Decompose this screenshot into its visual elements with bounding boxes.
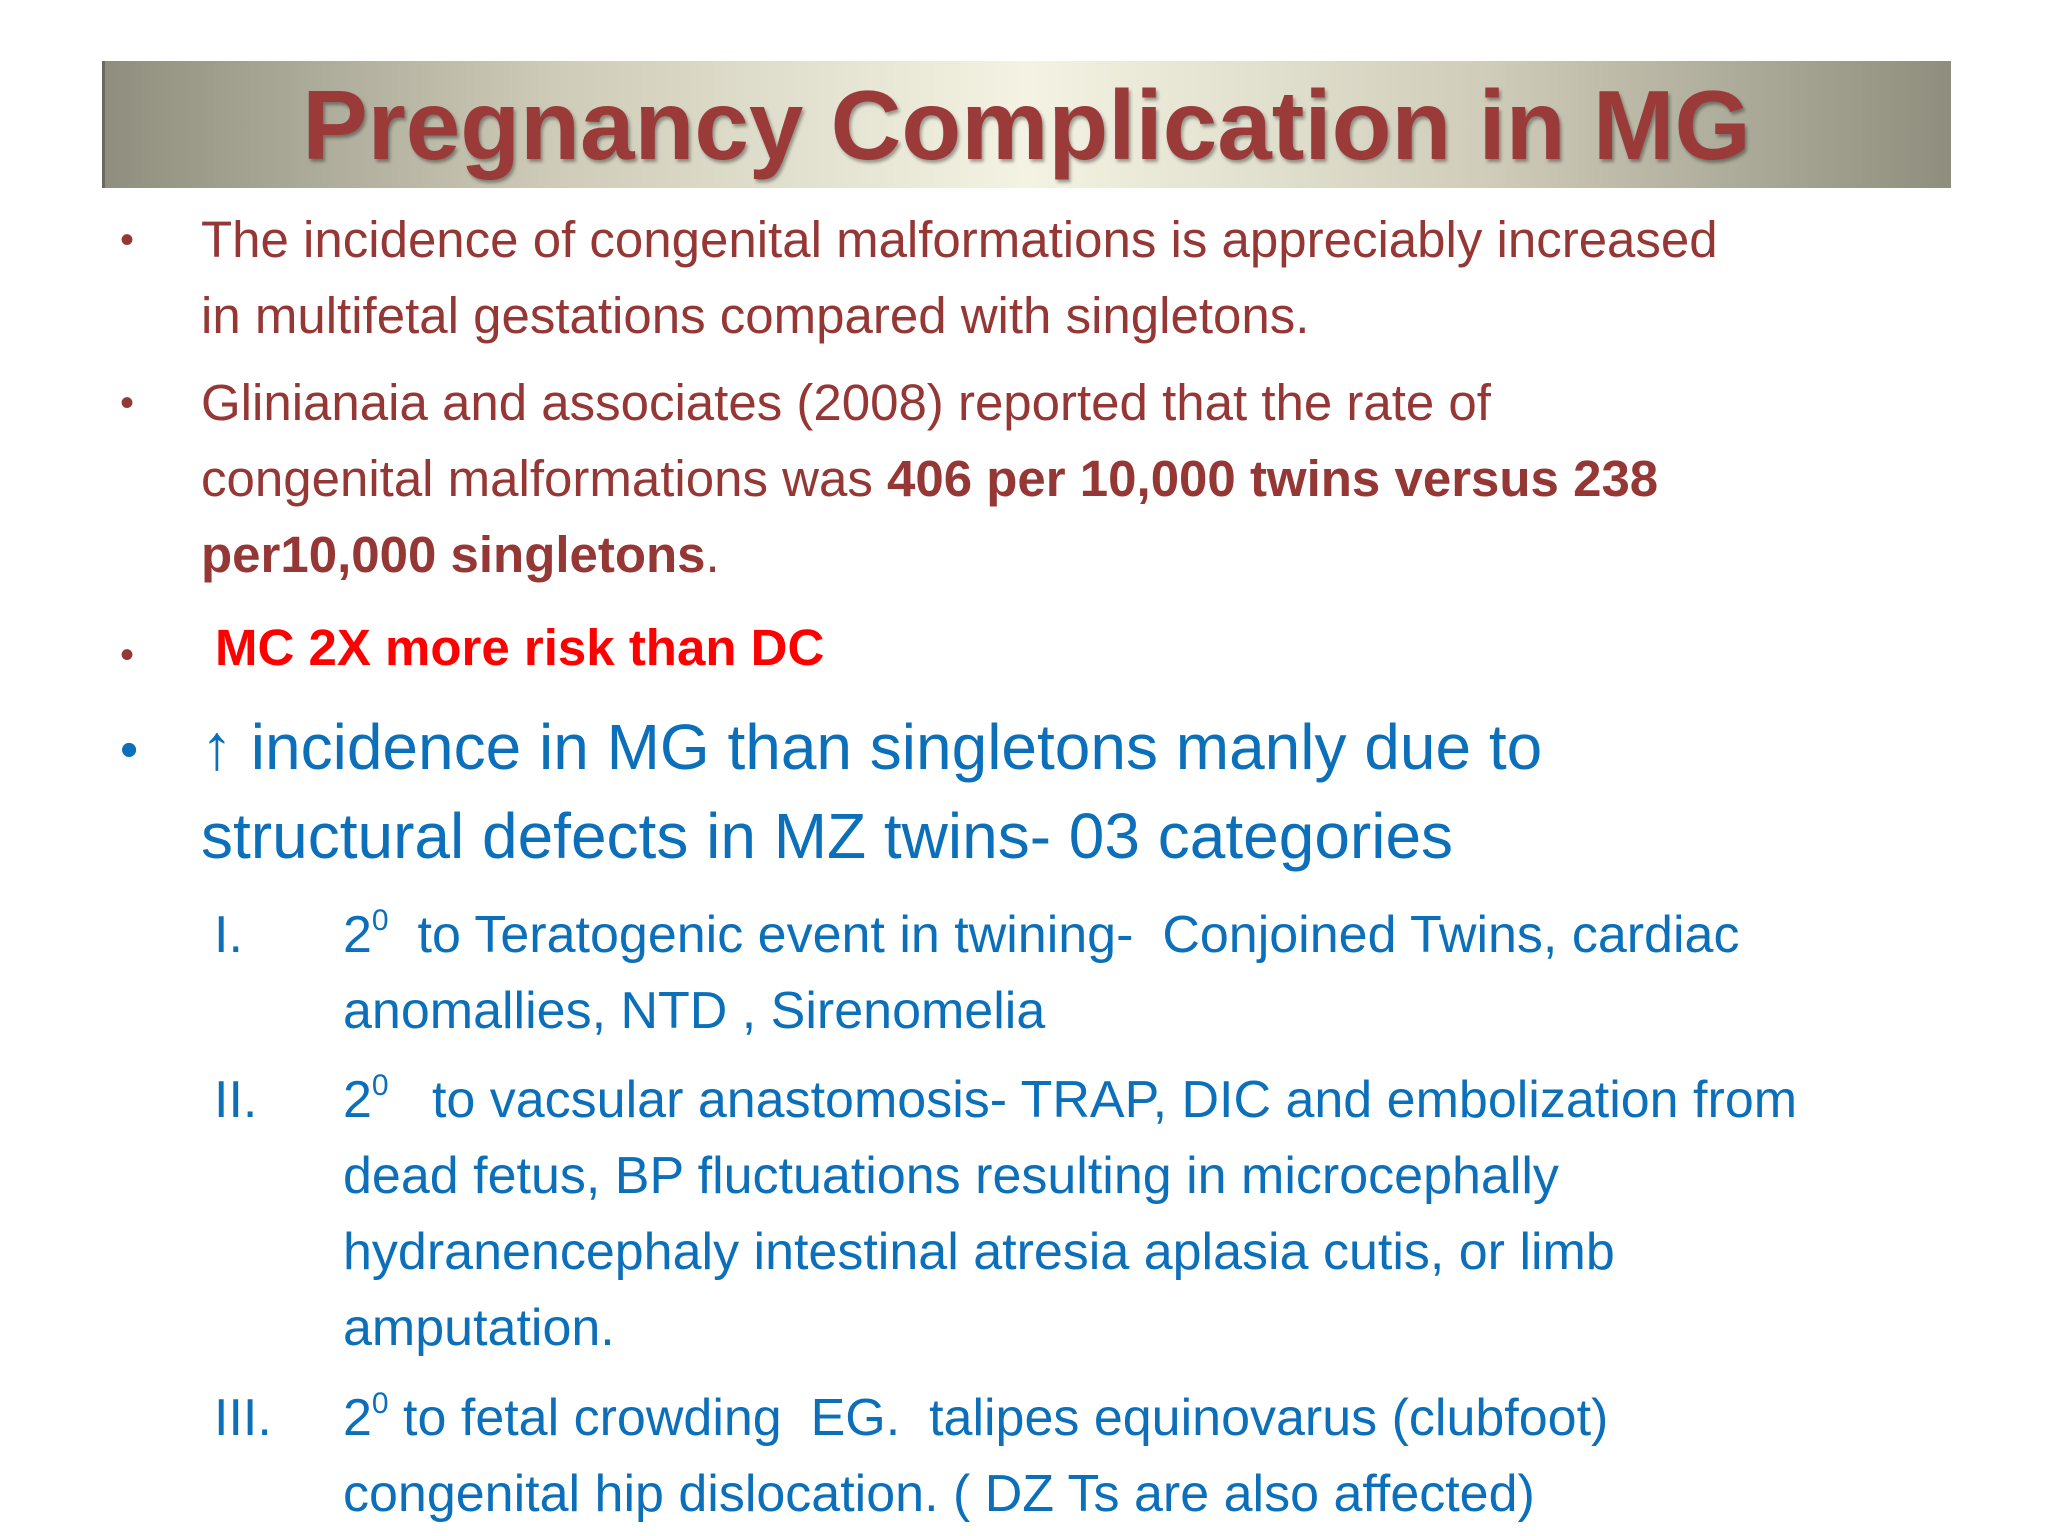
superscript: 0 <box>371 904 389 937</box>
text-run: . <box>705 526 720 583</box>
bullet-marker: • <box>120 381 135 425</box>
category-text-line: dead fetus, BP fluctuations resulting in microcephally <box>343 1147 1559 1205</box>
bullet-marker: • <box>120 218 135 262</box>
bullet-text-line: ↑ incidence in MG than singletons manly due to <box>201 711 1543 783</box>
text-run: congenital malformations was <box>201 450 887 507</box>
category-text-line: congenital hip dislocation. ( DZ Ts are also affected) <box>343 1465 1535 1523</box>
category-text-line: amputation. <box>343 1299 615 1357</box>
bullet-text-line <box>201 441 1658 517</box>
text-run: 2 <box>343 1071 372 1129</box>
superscript: 0 <box>371 1069 389 1102</box>
category-numeral: III. <box>214 1389 272 1447</box>
bullet-marker: • <box>120 721 139 779</box>
category-numeral: I. <box>214 906 243 964</box>
bullet-text-line: in multifetal gestations compared with singletons. <box>201 287 1310 344</box>
superscript: 0 <box>371 1387 389 1420</box>
bold-statistic: 406 per 10,000 twins versus 238 <box>887 450 1659 507</box>
category-text-line <box>343 1380 1983 1456</box>
text-run: to fetal crowding EG. talipes equinovarus (clubfoot) <box>388 1389 1609 1447</box>
bullet-marker: • <box>120 633 135 677</box>
category-numeral: II. <box>214 1071 258 1129</box>
text-run: 2 <box>343 1389 372 1447</box>
text-run: 2 <box>343 906 372 964</box>
slide-title: Pregnancy Complication in MG <box>302 70 1751 180</box>
category-text-line: hydranencephaly intestinal atresia aplasia cutis, or limb <box>343 1223 1615 1281</box>
category-text-line <box>343 897 1983 973</box>
bold-statistic: per10,000 singletons <box>201 526 706 583</box>
category-text-line: anomallies, NTD , Sirenomelia <box>343 982 1046 1040</box>
text-run: to vacsular anastomosis- TRAP, DIC and embolization from <box>388 1071 1798 1129</box>
risk-statement: MC 2X more risk than DC <box>215 619 825 676</box>
bullet-text-line: Glinianaia and associates (2008) reported that the rate of <box>201 374 1491 431</box>
bullet-text-line <box>201 517 720 593</box>
text-run: to Teratogenic event in twining- Conjoined Twins, cardiac <box>388 906 1740 964</box>
bullet-text-line: The incidence of congenital malformations is appreciably increased <box>201 211 1718 268</box>
category-text-line <box>343 1062 1983 1138</box>
bullet-text-line: structural defects in MZ twins- 03 categories <box>201 800 1454 872</box>
